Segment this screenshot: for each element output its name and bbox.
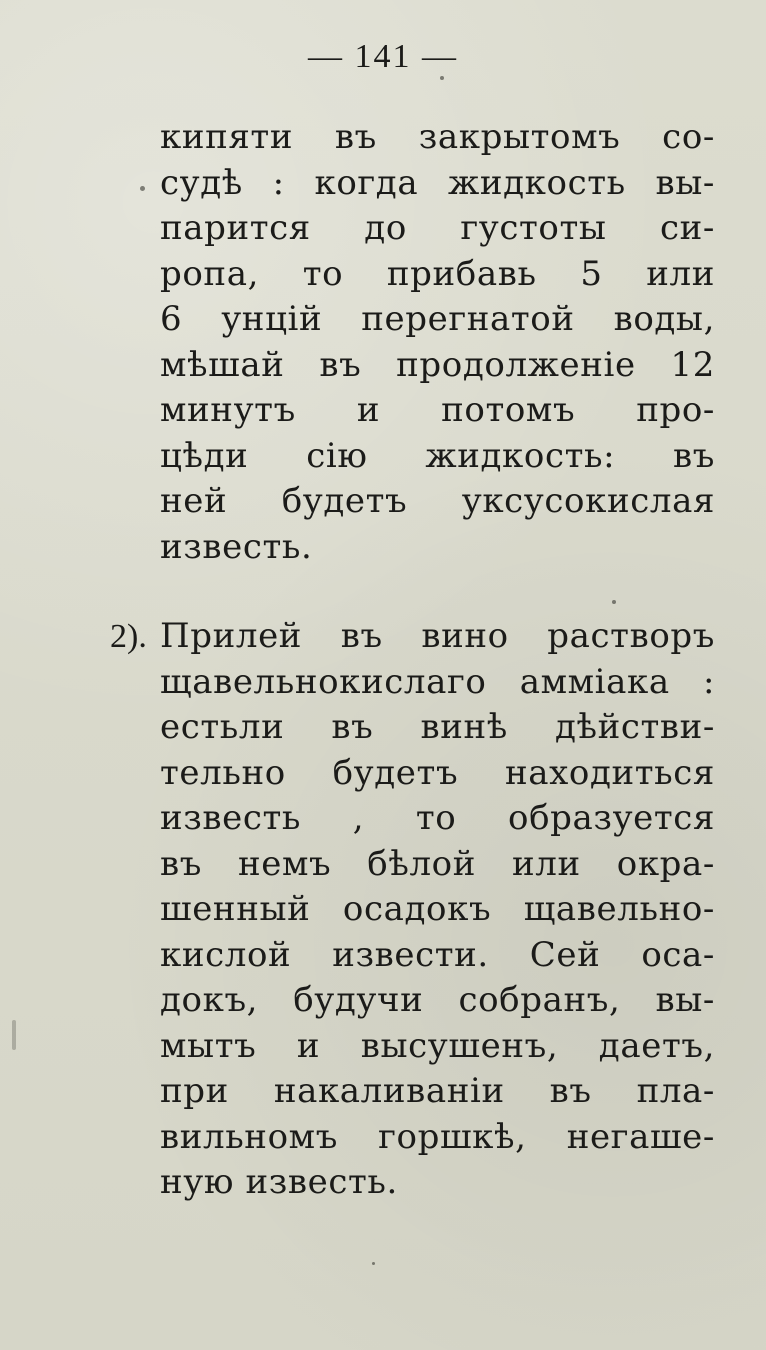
text-line: мытъ и высушенъ, даетъ,: [160, 1025, 715, 1066]
text-line: докъ, будучи собранъ, вы-: [160, 980, 715, 1020]
text-line: мѣшай въ продолженіе 12: [160, 344, 715, 385]
paragraph-1: [160, 115, 715, 570]
list-item-number: 2).: [110, 618, 147, 655]
text-line: при накаливаніи въ пла-: [160, 1071, 715, 1111]
text-line: ропа, то прибавь 5 или: [160, 253, 715, 294]
text-line: тельно будетъ находиться: [160, 752, 715, 793]
text-line: Прилей въ вино растворъ: [160, 616, 715, 656]
text-line: въ немъ бѣлой или окра-: [160, 843, 715, 884]
text-line: парится до густоты си-: [160, 208, 715, 248]
text-line: вильномъ горшкѣ, негаше-: [160, 1116, 715, 1157]
paper-speck: [12, 1020, 16, 1050]
text-line: кипяти въ закрытомъ со-: [160, 117, 715, 157]
paper-speck: [372, 1262, 375, 1265]
text-line: естьли въ винѣ дѣйстви-: [160, 707, 715, 747]
page-number: — 141 —: [308, 38, 458, 75]
text-line: судѣ : когда жидкость вы-: [160, 162, 715, 203]
text-line: ней будетъ уксусокислая: [160, 481, 715, 521]
text-line: ную известь.: [160, 1162, 398, 1202]
text-line: цѣди сію жидкость: въ: [160, 435, 715, 476]
text-line: кислой извести. Сей оса-: [160, 934, 715, 975]
paper-speck: [440, 76, 444, 80]
text-line: шенный осадокъ щавельно-: [160, 889, 715, 929]
text-line: известь , то образуется: [160, 798, 715, 838]
paper-speck: [140, 186, 145, 191]
text-line: минутъ и потомъ про-: [160, 390, 715, 430]
text-line: известь.: [160, 526, 313, 567]
text-line: 6 унцій перегнатой воды,: [160, 299, 715, 339]
paper-speck: [612, 600, 616, 604]
text-line: щавельнокислаго амміака :: [160, 661, 715, 702]
paragraph-2: [160, 614, 715, 1206]
